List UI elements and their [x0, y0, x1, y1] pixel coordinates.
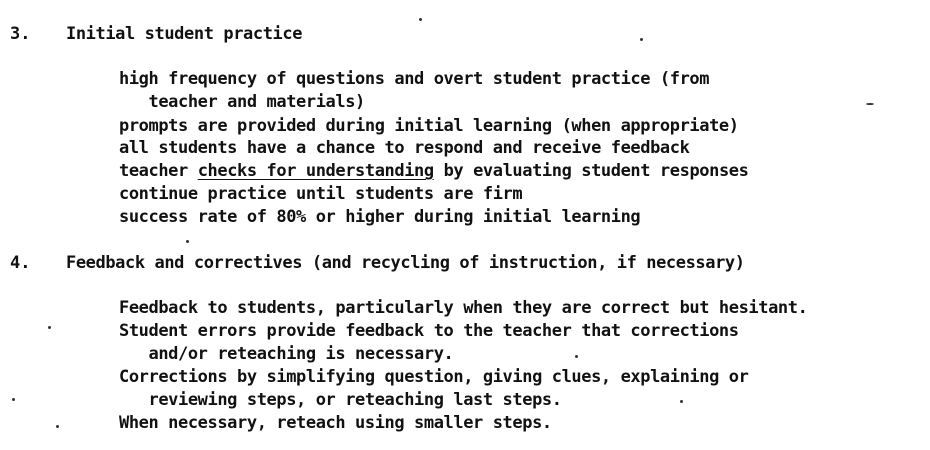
- section-3-number: 3.: [10, 24, 31, 44]
- section-4-line-2: Student errors provide feedback to the teacher that corrections: [119, 321, 739, 341]
- section-4-line-3: and/or reteaching is necessary.: [119, 344, 454, 364]
- section-4-line-6: When necessary, reteach using smaller steps.: [119, 413, 552, 433]
- scan-speck: [575, 355, 578, 358]
- check-underlined: checks for understanding: [197, 161, 434, 181]
- scan-speck: [680, 400, 683, 403]
- check-suffix: by evaluating student responses: [433, 161, 749, 181]
- section-3-line-6: continue practice until students are firm: [119, 184, 523, 204]
- section-4-line-4: Corrections by simplifying question, giving clues, explaining or: [119, 367, 749, 387]
- section-4-number: 4.: [10, 253, 31, 273]
- section-3-line-7: success rate of 80% or higher during initial learning: [119, 207, 641, 227]
- scan-speck: [56, 425, 59, 428]
- scan-speck: [419, 18, 422, 21]
- section-4-line-1: Feedback to students, particularly when they are correct but hesitant.: [119, 298, 808, 318]
- section-4-line-5: reviewing steps, or reteaching last steps.: [119, 390, 562, 410]
- check-prefix: teacher: [119, 161, 198, 181]
- section-3-line-1: high frequency of questions and overt student practice (from: [119, 69, 710, 89]
- section-3-line-2: teacher and materials): [119, 92, 365, 112]
- section-4-heading: Feedback and correctives (and recycling of instruction, if necessary): [66, 253, 745, 273]
- section-3-line-4: all students have a chance to respond and receive feedback: [119, 138, 690, 158]
- scan-speck: [186, 240, 189, 243]
- scan-speck: [48, 326, 51, 329]
- scan-speck: [640, 38, 643, 41]
- section-3-line-3: prompts are provided during initial learning (when appropriate): [119, 116, 739, 136]
- section-3-heading: Initial student practice: [66, 24, 303, 44]
- section-3-check-line: [119, 160, 748, 182]
- scan-speck: [12, 398, 15, 401]
- scan-speck: [866, 103, 874, 105]
